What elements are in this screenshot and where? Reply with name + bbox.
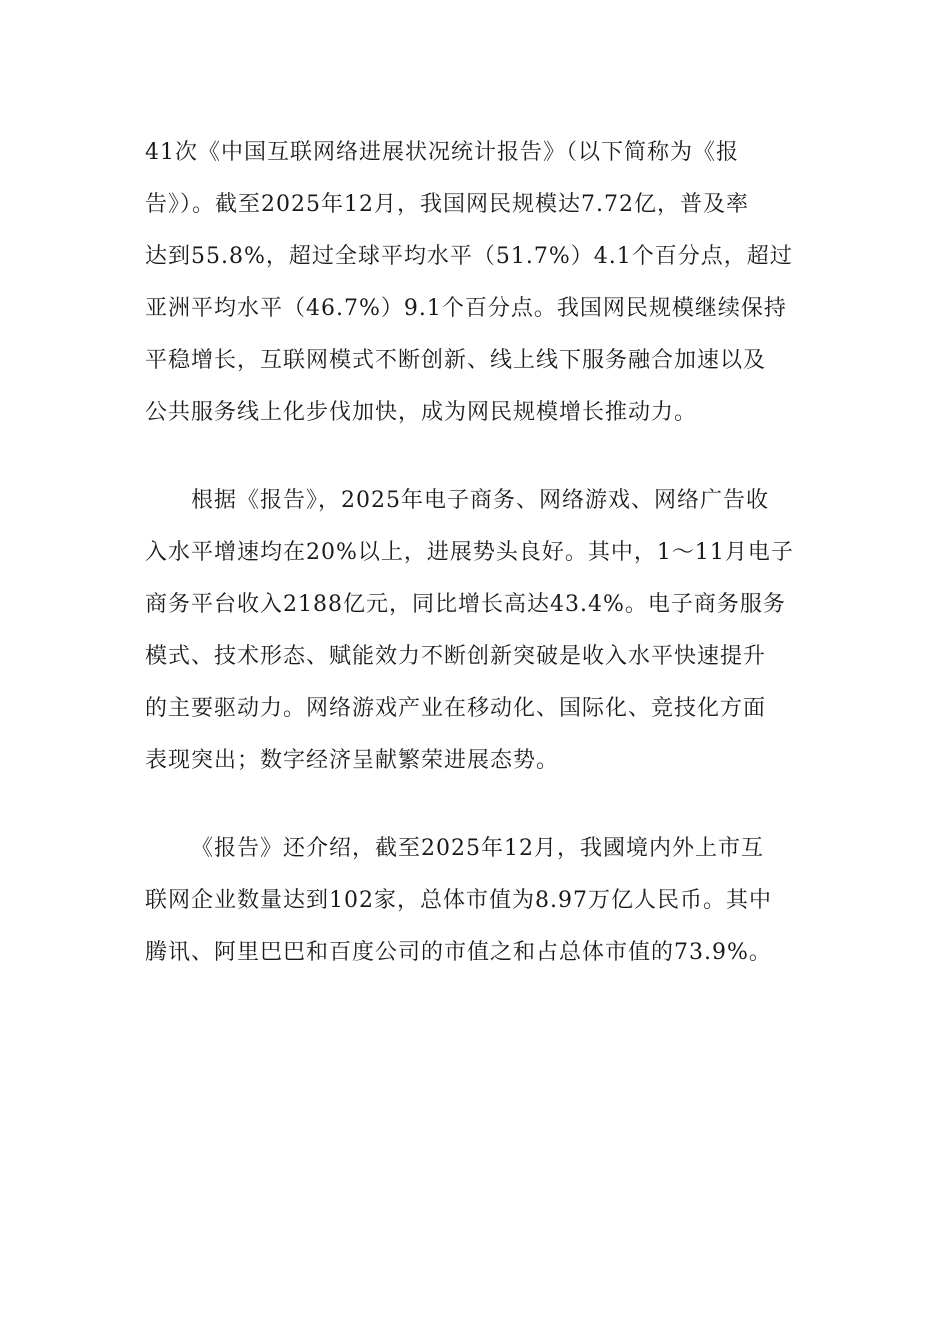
paragraph-1 bbox=[145, 127, 805, 439]
paragraph-2 bbox=[145, 475, 805, 787]
text-line: 公共服务线上化步伐加快，成为网民规模增长推动力。 bbox=[145, 400, 698, 425]
text-line: 告》）。截至2025年12月，我国网民规模达7.72亿，普及率 bbox=[145, 192, 749, 217]
text-line: 商务平台收入2188亿元，同比增长高达43.4%。电子商务服务 bbox=[145, 592, 786, 617]
text-line: 入水平增速均在20%以上，进展势头良好。其中，1～11月电子 bbox=[145, 540, 794, 565]
document-body bbox=[145, 127, 805, 979]
text-line: 平稳增长，互联网模式不断创新、线上线下服务融合加速以及 bbox=[145, 348, 767, 373]
text-line: 《报告》还介绍，截至2025年12月，我國境内外上市互 bbox=[191, 836, 764, 861]
text-line: 模式、技术形态、赋能效力不断创新突破是收入水平快速提升 bbox=[145, 644, 767, 669]
text-line: 腾讯、阿里巴巴和百度公司的市值之和占总体市值的73.9%。 bbox=[145, 940, 772, 965]
paragraph-spacer bbox=[145, 439, 805, 475]
paragraph-3 bbox=[145, 823, 805, 979]
text-line: 联网企业数量达到102家，总体市值为8.97万亿人民币。其中 bbox=[145, 888, 772, 913]
text-line: 表现突出；数字经济呈献繁荣进展态势。 bbox=[145, 748, 560, 773]
text-line: 亚洲平均水平（46.7%）9.1个百分点。我国网民规模继续保持 bbox=[145, 296, 787, 321]
text-line: 41次《中国互联网络进展状况统计报告》（以下简称为《报 bbox=[145, 140, 739, 165]
text-line: 达到55.8%，超过全球平均水平（51.7%）4.1个百分点，超过 bbox=[145, 244, 793, 269]
paragraph-spacer bbox=[145, 787, 805, 823]
text-line: 的主要驱动力。网络游戏产业在移动化、国际化、竞技化方面 bbox=[145, 696, 767, 721]
text-line: 根据《报告》，2025年电子商务、网络游戏、网络广告收 bbox=[191, 488, 769, 513]
